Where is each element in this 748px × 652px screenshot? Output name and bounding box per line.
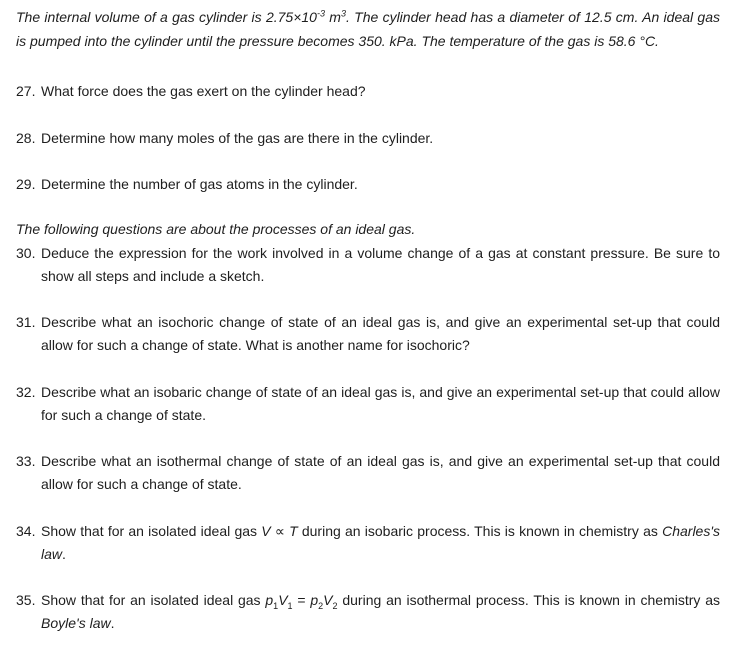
question-text: Determine how many moles of the gas are there in the cylinder. [41,130,434,146]
question-31 [16,311,720,357]
law-name: Boyle's law [41,615,111,631]
law-name: Charles's law [41,523,721,562]
question-34 [16,520,720,566]
question-text: Describe what an isobaric change of state of an ideal gas is, and give an experimental set-up that could allow for such a change of state. [41,384,720,423]
intro-text-1: The internal volume of a gas cylinder is 2.75×10 [16,9,317,25]
symbol-p: p [265,592,274,608]
intro-text-3: . The cylinder head has a diameter of 12.5 cm. An ideal gas is pumped into the cylinder until the pressure becomes 350. kPa. The temperature of the gas is 58.6 °C. [16,9,720,49]
question-number: 31. [16,314,36,330]
symbol-t: T [289,523,298,539]
question-number: 32. [16,384,36,400]
intro-text-2: m [324,9,341,25]
question-33 [16,450,720,496]
question-text: What force does the gas exert on the cylinder head? [41,83,366,99]
question-28 [16,127,720,150]
symbol-v: V [323,592,333,608]
question-number: 29. [16,176,36,192]
question-text: Determine the number of gas atoms in the cylinder. [41,176,358,192]
question-text: Describe what an isothermal change of state of an ideal gas is, and give an experimental set-up that could allow for such a change of state. [41,453,720,492]
question-27 [16,80,720,103]
question-text: Show that for an isolated ideal gas $p_1V_1 = p_2V_2$ during an isothermal process. This is known in chemistry as Boyle's law. [41,592,720,631]
question-text: Describe what an isochoric change of state of an ideal gas is, and give an experimental set-up that could allow for such a change of state. What is another name for isochoric? [41,314,720,353]
intro-cubed: 3 [340,8,346,19]
symbol-v: V [278,592,288,608]
question-number: 35. [16,592,36,608]
question-number: 30. [16,245,36,261]
equals-sign: = [292,592,311,608]
section-note: The following questions are about the processes of an ideal gas. [16,221,416,237]
question-30 [16,242,720,288]
question-number: 34. [16,523,36,539]
symbol-v: V [261,523,271,539]
question-text: Show that for an isolated ideal gas V ∝ T during an isobaric process. This is known in chemistry as Charles's law. [41,523,721,562]
proportional-symbol: ∝ [270,523,290,539]
question-number: 33. [16,453,36,469]
symbol-p: p [310,592,319,608]
question-32 [16,381,720,427]
intro-paragraph [16,6,720,53]
question-number: 27. [16,83,36,99]
question-35 [16,589,720,635]
question-29 [16,173,720,196]
question-text: Deduce the expression for the work involved in a volume change of a gas at constant pressure. Be sure to show all steps and include a sketch. [41,245,720,284]
question-number: 28. [16,130,36,146]
intro-exponent: -3 [316,8,325,19]
